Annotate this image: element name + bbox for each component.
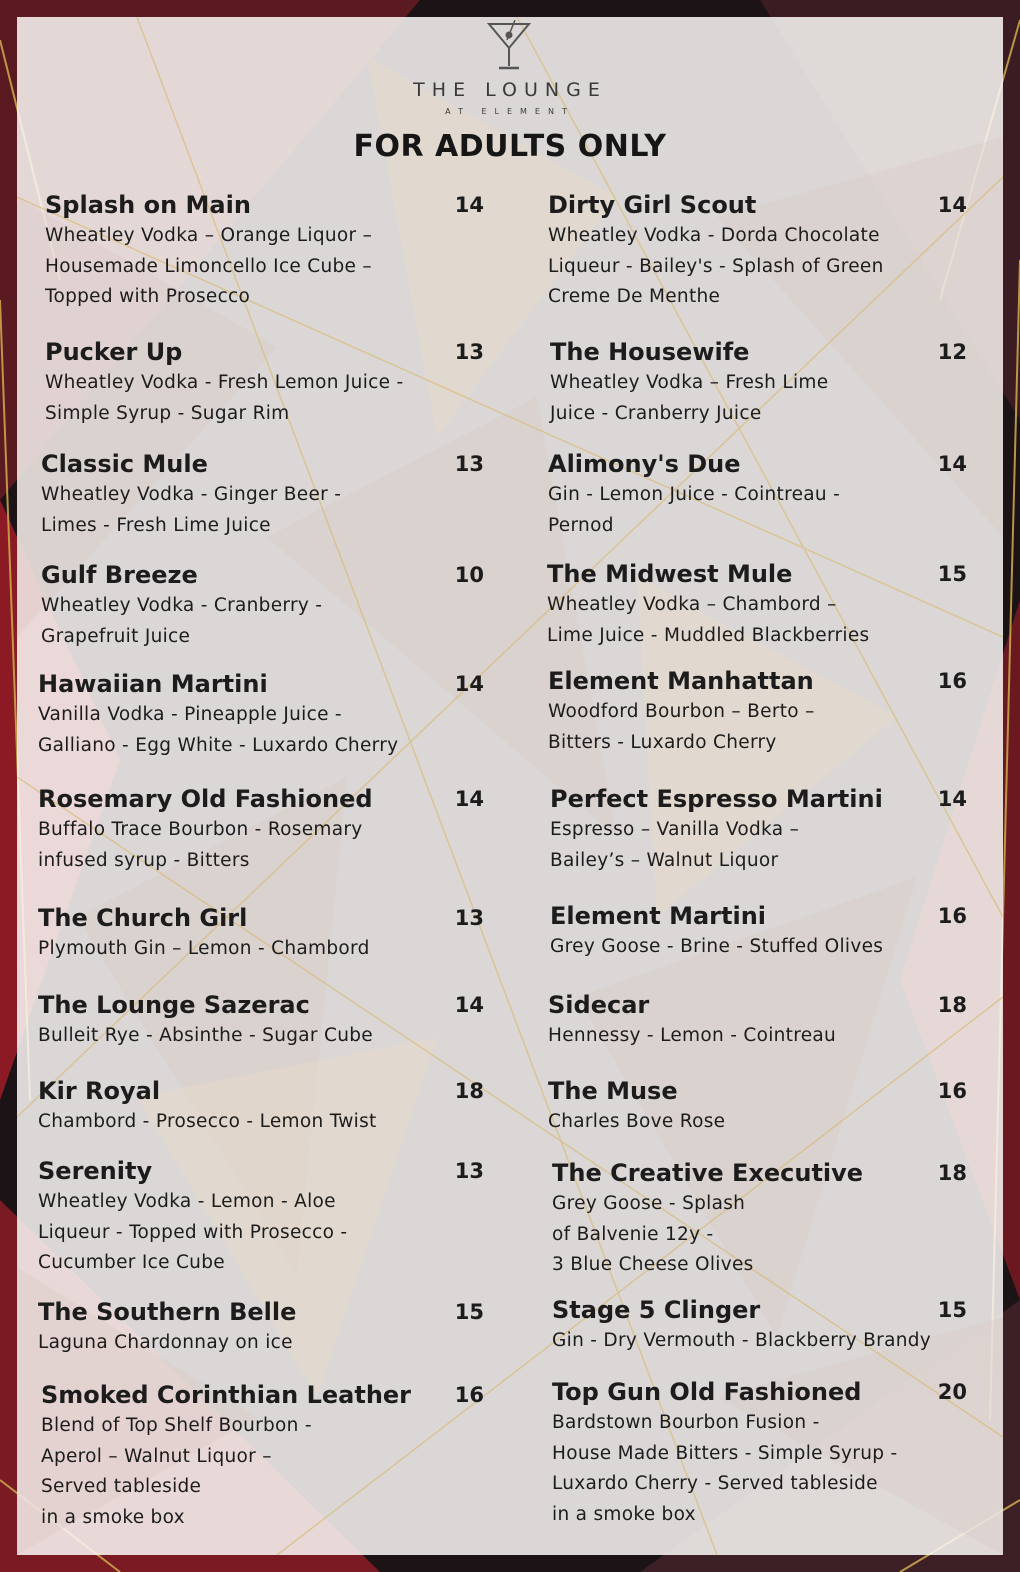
menu-item — [552, 1295, 967, 1357]
menu-item-description: Plymouth Gin – Lemon - Chambord — [38, 938, 370, 959]
menu-item-description: Wheatley Vodka – Chambord – Lime Juice - Muddled Blackberries — [547, 594, 870, 646]
menu-item-description: Hennessy - Lemon - Cointreau — [548, 1025, 837, 1046]
menu-item-name: The Midwest Mule — [547, 560, 793, 588]
menu-item-name: Splash on Main — [45, 191, 251, 219]
menu-item-name: The Muse — [548, 1077, 678, 1105]
menu-item-price: 14 — [454, 193, 484, 217]
menu-item-name: Stage 5 Clinger — [552, 1296, 761, 1324]
menu-item — [550, 901, 967, 963]
menu-item-price: 15 — [937, 562, 967, 586]
menu-item-name: Alimony's Due — [548, 450, 741, 478]
menu-item-name: Smoked Corinthian Leather — [41, 1381, 412, 1409]
menu-item-description: Chambord - Prosecco - Lemon Twist — [38, 1111, 377, 1132]
menu-item-price: 14 — [454, 672, 484, 696]
menu-item — [41, 1380, 484, 1533]
menu-item-name: The Lounge Sazerac — [38, 991, 310, 1019]
menu-item — [552, 1377, 967, 1530]
menu-item-name: The Housewife — [550, 338, 750, 366]
menu-item-price: 14 — [454, 787, 484, 811]
menu-item-description: Gin - Dry Vermouth - Blackberry Brandy — [552, 1330, 932, 1351]
menu-item-price: 16 — [937, 1079, 967, 1103]
menu-item — [548, 190, 967, 313]
menu-item — [38, 1297, 484, 1359]
menu-item-description: Charles Bove Rose — [548, 1111, 726, 1132]
menu-item-price: 13 — [454, 1159, 484, 1183]
menu-item — [45, 190, 484, 313]
menu-item-price: 10 — [454, 563, 484, 587]
menu-item-price: 15 — [937, 1298, 967, 1322]
menu-item-name: Classic Mule — [41, 450, 208, 478]
menu-item-description: Blend of Top Shelf Bourbon - Aperol – Walnut Liquor – Served tableside in a smoke box — [41, 1415, 312, 1528]
brand-subtitle: AT ELEMENT — [445, 107, 575, 116]
menu-item-name: Kir Royal — [38, 1077, 161, 1105]
menu-item — [552, 1158, 967, 1281]
menu-item-price: 14 — [454, 993, 484, 1017]
menu-item — [547, 559, 967, 651]
menu-item-price: 15 — [454, 1300, 484, 1324]
menu-item-description: Wheatley Vodka - Lemon - Aloe Liqueur - Topped with Prosecco - Cucumber Ice Cube — [38, 1191, 348, 1273]
menu-item-name: Rosemary Old Fashioned — [38, 785, 373, 813]
menu-item-description: Gin - Lemon Juice - Cointreau - Pernod — [548, 484, 841, 536]
menu-item — [550, 784, 967, 876]
menu-item — [41, 449, 484, 541]
menu-item — [38, 1076, 484, 1138]
menu-item — [548, 1076, 967, 1138]
menu-item — [38, 1156, 484, 1279]
menu-item-description: Buffalo Trace Bourbon - Rosemary infused syrup - Bitters — [38, 819, 363, 871]
menu-item-price: 13 — [454, 452, 484, 476]
menu-item-price: 18 — [454, 1079, 484, 1103]
menu-item-name: Gulf Breeze — [41, 561, 198, 589]
menu-item-price: 14 — [937, 193, 967, 217]
menu-item — [548, 666, 967, 758]
menu-item-name: Top Gun Old Fashioned — [552, 1378, 862, 1406]
menu-item-price: 16 — [937, 669, 967, 693]
menu-item-name: The Church Girl — [38, 904, 248, 932]
menu-item-description: Grey Goose - Brine - Stuffed Olives — [550, 936, 884, 957]
menu-item-name: Perfect Espresso Martini — [550, 785, 883, 813]
menu-item-price: 14 — [937, 787, 967, 811]
menu-item-price: 18 — [937, 993, 967, 1017]
menu-item-price: 20 — [937, 1380, 967, 1404]
menu-item — [38, 903, 484, 965]
menu-item-description: Wheatley Vodka – Orange Liquor – Housemade Limoncello Ice Cube – Topped with Prosecco — [45, 225, 373, 307]
menu-item-price: 13 — [454, 906, 484, 930]
menu-item-name: Hawaiian Martini — [38, 670, 268, 698]
menu-item-price: 16 — [937, 904, 967, 928]
menu-item-description: Bardstown Bourbon Fusion - House Made Bitters - Simple Syrup - Luxardo Cherry - Served tableside in a smoke box — [552, 1412, 898, 1525]
menu-item-name: Sidecar — [548, 991, 650, 1019]
menu-item-description: Wheatley Vodka – Fresh Lime Juice - Cranberry Juice — [550, 372, 829, 424]
menu-item-description: Vanilla Vodka - Pineapple Juice - Galliano - Egg White - Luxardo Cherry — [38, 704, 399, 756]
menu-item — [550, 337, 967, 429]
menu-item-price: 14 — [937, 452, 967, 476]
menu-item-price: 13 — [454, 340, 484, 364]
menu-item-price: 16 — [454, 1383, 484, 1407]
menu-item-description: Wheatley Vodka - Ginger Beer - Limes - Fresh Lime Juice — [41, 484, 342, 536]
menu-item-description: Espresso – Vanilla Vodka – Bailey’s – Walnut Liquor — [550, 819, 800, 871]
menu-title: FOR ADULTS ONLY — [353, 129, 667, 164]
menu-item — [45, 337, 484, 429]
menu-item-name: The Southern Belle — [38, 1298, 297, 1326]
menu-item-name: Element Martini — [550, 902, 767, 930]
menu-item-name: Pucker Up — [45, 338, 183, 366]
menu-item-description: Wheatley Vodka - Cranberry - Grapefruit Juice — [41, 595, 323, 647]
menu-item — [38, 669, 484, 761]
menu-item-description: Grey Goose - Splash of Balvenie 12y - 3 Blue Cheese Olives — [552, 1193, 754, 1275]
menu-item — [38, 784, 484, 876]
menu-item — [548, 449, 967, 541]
menu-item — [38, 990, 484, 1052]
brand-name: THE LOUNGE — [413, 79, 607, 101]
menu-item-description: Woodford Bourbon – Berto – Bitters - Luxardo Cherry — [548, 701, 815, 753]
menu-item-name: Serenity — [38, 1157, 153, 1185]
menu-item-description: Bulleit Rye - Absinthe - Sugar Cube — [38, 1025, 373, 1046]
menu-item-description: Laguna Chardonnay on ice — [38, 1332, 293, 1353]
menu-item-price: 12 — [937, 340, 967, 364]
menu-item — [41, 560, 484, 652]
menu-item-description: Wheatley Vodka - Dorda Chocolate Liqueur - Bailey's - Splash of Green Creme De Menthe — [548, 225, 884, 307]
martini-glass-icon — [485, 20, 533, 72]
menu-item-description: Wheatley Vodka - Fresh Lemon Juice - Simple Syrup - Sugar Rim — [45, 372, 404, 424]
menu-item-name: The Creative Executive — [552, 1159, 864, 1187]
menu-panel — [17, 17, 1003, 1555]
menu-item — [548, 990, 967, 1052]
menu-item-name: Element Manhattan — [548, 667, 814, 695]
menu-item-price: 18 — [937, 1161, 967, 1185]
menu-item-name: Dirty Girl Scout — [548, 191, 757, 219]
